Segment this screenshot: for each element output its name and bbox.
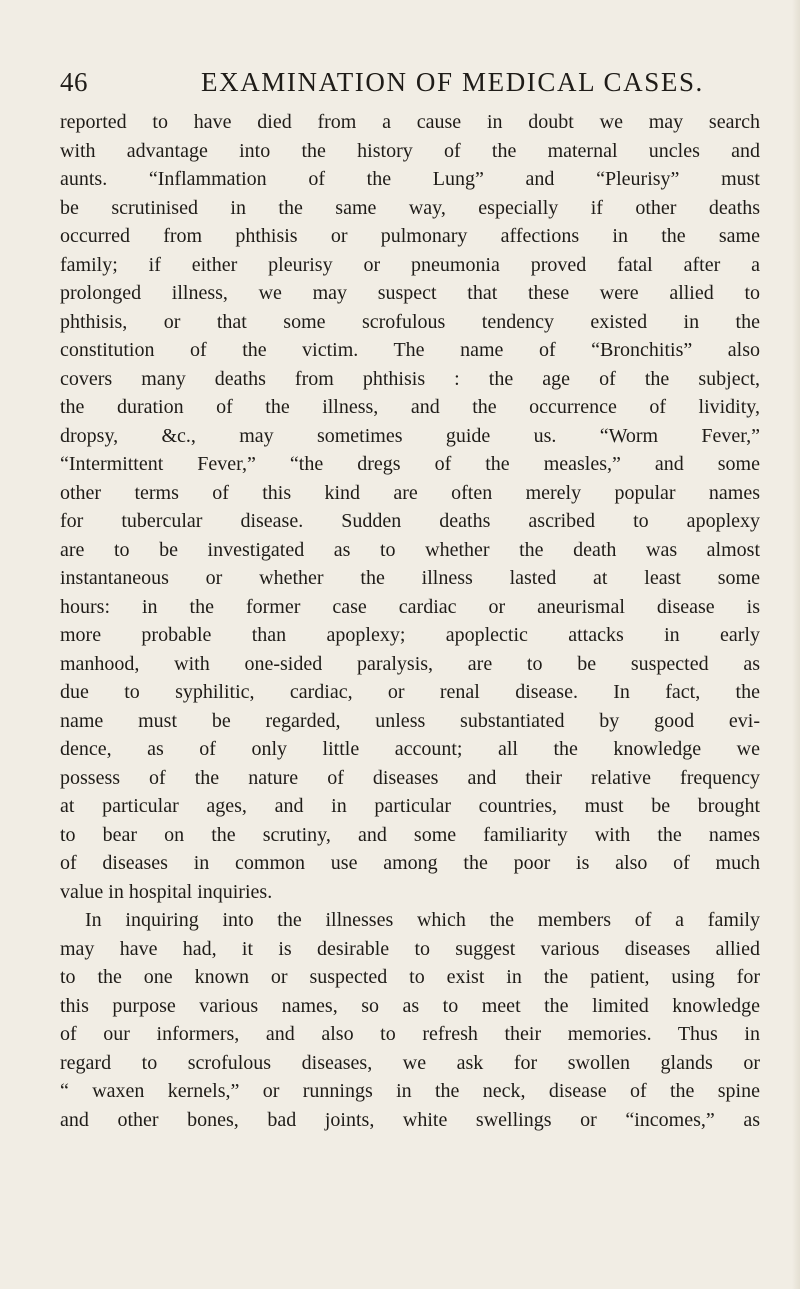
text-line: name must be regarded, unless substantiated by good evi- (60, 709, 760, 732)
text-line: to bear on the scrutiny, and some familiarity with the names (60, 823, 760, 846)
text-line: covers many deaths from phthisis : the age of the subject, (60, 367, 760, 390)
text-line: aunts. “Inflammation of the Lung” and “Pleurisy” must (60, 168, 760, 190)
text-line: with advantage into the history of the maternal uncles and (60, 139, 760, 162)
text-line: reported to have died from a cause in doubt we may search (60, 111, 760, 133)
text-line: other terms of this kind are often merely popular names (60, 481, 760, 504)
text-line: possess of the nature of diseases and their relative frequency (60, 766, 760, 789)
page-number: 46 (60, 67, 88, 97)
text-line: “Intermittent Fever,” “the dregs of the measles,” and some (60, 453, 760, 475)
text-line: this purpose various names, so as to meet the limited knowledge (60, 994, 760, 1017)
text-line: instantaneous or whether the illness lasted at least some (60, 567, 760, 589)
text-line: due to syphilitic, cardiac, or renal disease. In fact, the (60, 681, 760, 703)
text-line: are to be investigated as to whether the death was almost (60, 538, 760, 561)
text-line: to the one known or suspected to exist in the patient, using for (60, 966, 760, 988)
page-header (60, 62, 760, 102)
text-line: dropsy, &c., may sometimes guide us. “Worm Fever,” (60, 424, 760, 447)
text-line: at particular ages, and in particular countries, must be brought (60, 795, 760, 817)
text-line: of diseases in common use among the poor is also of much (60, 852, 760, 874)
text-line: family; if either pleurisy or pneumonia proved fatal after a (60, 253, 760, 276)
text-line: be scrutinised in the same way, especially if other deaths (60, 196, 760, 219)
page-edge-shadow (792, 0, 800, 1289)
text-line: dence, as of only little account; all the knowledge we (60, 738, 760, 760)
text-line: for tubercular disease. Sudden deaths ascribed to apoplexy (60, 510, 760, 532)
body-text (60, 108, 760, 1134)
text-line: manhood, with one-sided paralysis, are to be suspected as (60, 652, 760, 675)
text-line: phthisis, or that some scrofulous tendency existed in the (60, 310, 760, 333)
text-line: hours: in the former case cardiac or aneurismal disease is (60, 595, 760, 618)
text-line: In inquiring into the illnesses which the members of a family (85, 909, 760, 931)
text-line: regard to scrofulous diseases, we ask for swollen glands or (60, 1051, 760, 1074)
text-line: the duration of the illness, and the occurrence of lividity, (60, 396, 760, 418)
text-line: of our informers, and also to refresh their memories. Thus in (60, 1023, 760, 1045)
running-title: EXAMINATION OF MEDICAL CASES. (201, 67, 704, 97)
text-line: “ waxen kernels,” or runnings in the neck, disease of the spine (60, 1080, 760, 1102)
text-line: more probable than apoplexy; apoplectic attacks in early (60, 624, 760, 646)
text-line: may have had, it is desirable to suggest various diseases allied (60, 937, 760, 960)
text-line: prolonged illness, we may suspect that these were allied to (60, 282, 760, 304)
text-line: occurred from phthisis or pulmonary affections in the same (60, 225, 760, 247)
text-line: and other bones, bad joints, white swellings or “incomes,” as (60, 1108, 760, 1131)
text-line: constitution of the victim. The name of “Bronchitis” also (60, 339, 760, 361)
text-line: value in hospital inquiries. (60, 880, 273, 903)
